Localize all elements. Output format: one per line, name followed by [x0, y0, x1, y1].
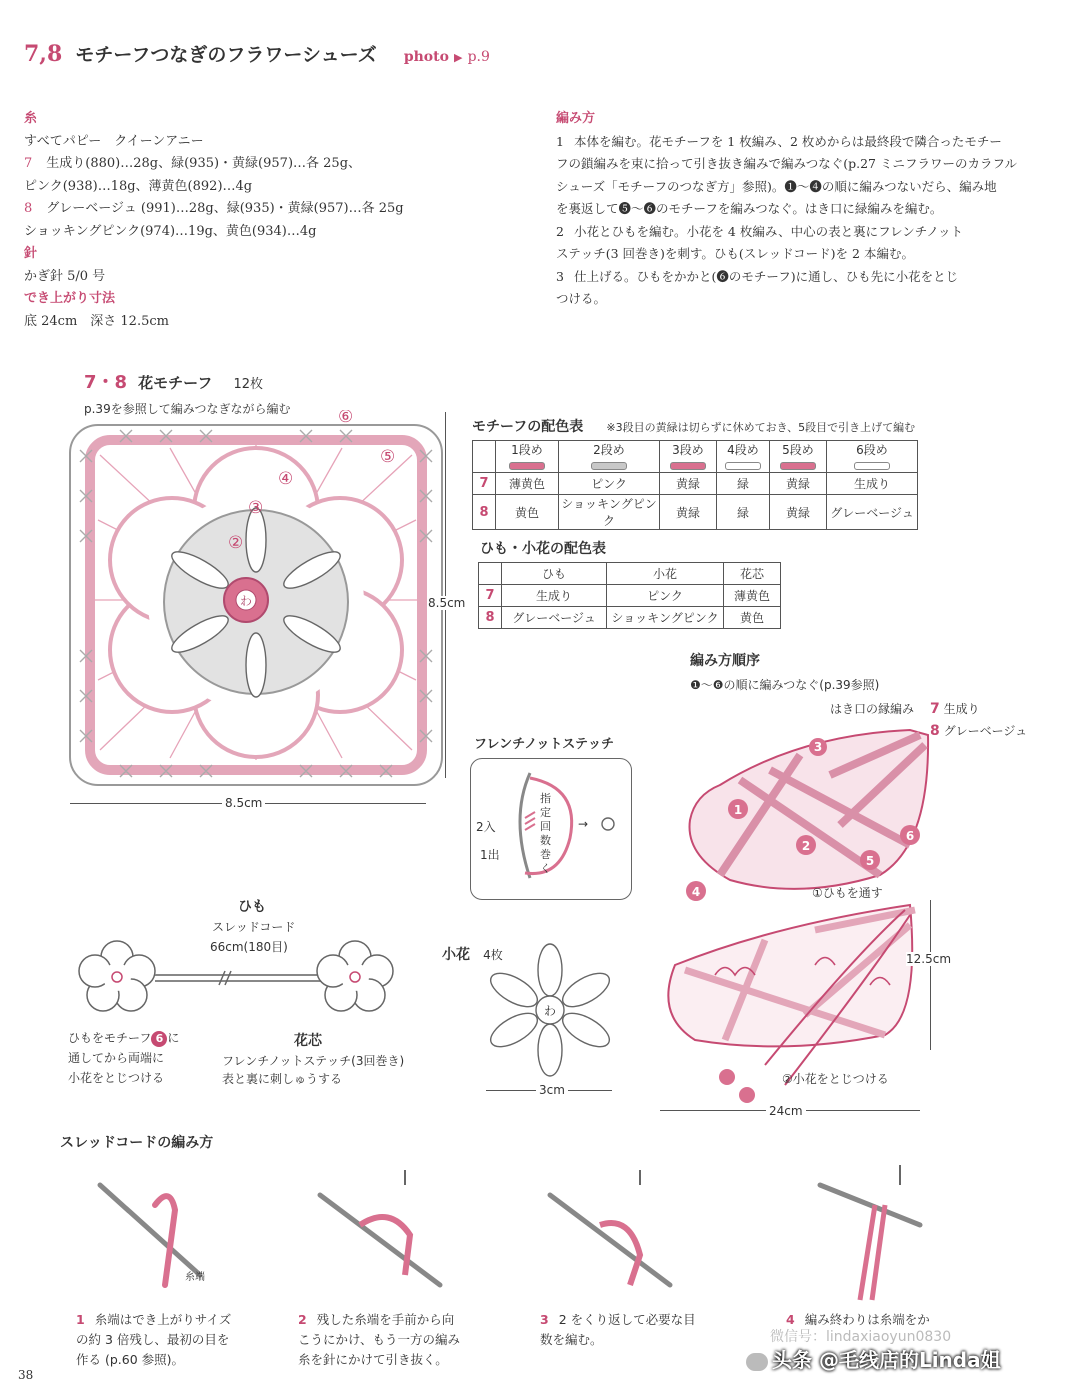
tc-step2-diagram [320, 1170, 440, 1285]
small-flower-size: 3cm [536, 1083, 568, 1097]
ct-h3: 3段め [660, 441, 717, 473]
order-num-4: 4 [691, 885, 701, 899]
yarn-row-8: 8 グレーベージュ (991)…28g、緑(935)・黄緑(957)…各 25g [24, 201, 404, 216]
hook-heading: 針 [24, 246, 38, 261]
flower-attach-label: ②小花をとじつける [782, 1072, 889, 1086]
order-edge-label: はき口の縁編み [830, 702, 915, 716]
yarn-row-7: 7 生成り(880)…28g、緑(935)・黄緑(957)…各 25g、 [24, 156, 362, 171]
photo-page: p.9 [467, 49, 490, 65]
wechat-icon [746, 1353, 768, 1371]
small-flower-title: 小花 4枚 [442, 947, 503, 963]
method-step-2: 2 小花とひもを編む。小花を 4 枚編み、中心の表と裏にフレンチノット ステッチ(3 回巻き)を刺す。ひも(スレッドコード)を 2 本編む。 [556, 223, 964, 261]
round-label-5: ⑤ [380, 447, 396, 467]
small-flower-center: わ [543, 1004, 557, 1018]
thread-cord-diagrams [60, 1165, 1060, 1305]
depth-label: 12.5cm [906, 952, 952, 966]
french-knot-out: 1出 [480, 848, 500, 862]
method-block [556, 108, 1066, 311]
cord-length: 66cm(180目) [210, 940, 288, 954]
ct-h2: 2段め [559, 441, 660, 473]
ct-h6: 6段め [827, 441, 918, 473]
round-label-6: ⑥ [338, 410, 354, 427]
order-edge-7: 7 生成り [930, 701, 980, 717]
page-number: 38 [18, 1368, 34, 1382]
ct-row-7: 7 薄黄色 ピンク 黄緑 緑 黄緑 生成り [473, 473, 918, 495]
french-knot-wraps: 指定回数巻く [540, 792, 551, 875]
color-table-title: モチーフの配色表 ※3段目の黄緑は切らずに休めておき、5段目で引き上げて編む [472, 419, 916, 435]
tc-step-1: 1 糸端はでき上がりサイズ の約 3 倍残し、最初の目を 作る (p.60 参照)。 [76, 1312, 232, 1367]
method-step-1: 1 本体を編む。花モチーフを 1 枚編み、2 枚めからは最終段で隣合ったモチー フの鎖編みを束に拾って引き抜き編みで編みつなぐ(p.27 ミニフラワーのカラフル シューズ「モチーフのつなぎ方」参照)。❶〜❹の順に編みつないだら、編み地 を裏返して❺〜❻のモチーフを編みつなぐ。はき口に緑編みを編む。 [556, 133, 1017, 216]
svg-text:→: → [578, 817, 589, 831]
small-flower-diagram [480, 938, 620, 1078]
ct-h1: 1段め [496, 441, 559, 473]
yarn-brand: すべてパピー クイーンアニー [24, 133, 204, 149]
motif-width: 8.5cm [222, 796, 265, 810]
pattern-title: モチーフつなぎのフラワーシューズ [75, 44, 377, 66]
cord-note: ひもをモチーフ 6 に 通してから両端に 小花をとじつける [68, 1031, 180, 1085]
motif-note: p.39を参照して編みつなぎながら編む [84, 402, 291, 416]
flower-center-title: 花芯 [294, 1033, 322, 1049]
french-knot-title: フレンチノットステッチ [474, 737, 614, 752]
thread-cord-title: スレッドコードの編み方 [60, 1135, 214, 1151]
yarn-heading: 糸 [24, 111, 38, 126]
tail-label: 糸端 [185, 1272, 205, 1283]
motif-title: 7・8 花モチーフ 12枚 [84, 372, 264, 393]
watermark: 头条 @毛线店的Linda姐 [746, 1344, 1001, 1373]
cord-table-title: ひも・小花の配色表 [480, 541, 606, 557]
cord-title: ひも [238, 899, 266, 915]
cord-pass-label: ①ひもを通す [812, 886, 883, 900]
order-num-5: 5 [865, 854, 875, 868]
motif-diagram [60, 410, 470, 820]
hook-size: かぎ針 5/0 号 [24, 268, 106, 284]
cord-row-7: 7 生成り ピンク 薄黄色 [479, 585, 781, 607]
cord-diagram [75, 935, 405, 1015]
tc-step-2: 2 残した糸端を手前から向 こうにかけ、もう一方の編み 糸を針にかけて引き抜く。 [298, 1312, 461, 1367]
size-heading: でき上がり寸法 [24, 291, 116, 306]
color-table [472, 440, 918, 530]
tc-step3-diagram [550, 1170, 670, 1285]
round-label-2: ② [228, 533, 244, 553]
cord-sub: スレッドコード [212, 920, 296, 934]
tc-step4-diagram [820, 1165, 920, 1300]
tc-step-3: 3 2 をくり返して必要な目 数を編む。 [540, 1312, 696, 1347]
photo-label: photo [403, 49, 449, 65]
flower-center-note: フレンチノットステッチ(3回巻き) 表と裏に刺しゅうする [222, 1054, 405, 1086]
motif-height: 8.5cm [428, 596, 466, 610]
order-num-1: 1 [733, 803, 743, 817]
yarn-row-7-cont: ピンク(938)…18g、薄黄色(892)…4g [24, 178, 253, 194]
order-edge-8: 8 グレーベージュ [930, 723, 1028, 739]
materials-block [24, 108, 504, 333]
depth-line [930, 900, 931, 1050]
method-heading: 編み方 [556, 111, 596, 126]
order-note: ❶〜❻の順に編みつなぐ(p.39参照) [690, 678, 880, 692]
round-label-3: ③ [248, 498, 264, 518]
shoe-order-diagram [680, 725, 940, 910]
arrow-right-icon: ▶ [454, 51, 463, 64]
motif-height-line [445, 412, 446, 778]
motif-center-label: わ [239, 594, 253, 608]
pattern-number: 7,8 [24, 41, 63, 67]
order-title: 編み方順序 [690, 653, 760, 669]
ct-h5: 5段め [770, 441, 827, 473]
ct-h4: 4段め [717, 441, 770, 473]
finished-size: 底 24cm 深さ 12.5cm [24, 313, 169, 329]
length-label: 24cm [766, 1104, 806, 1118]
order-num-2: 2 [801, 839, 811, 853]
ct-row-8: 8 黄色 ショッキングピンク 黄緑 緑 黄緑 グレーベージュ [473, 495, 918, 530]
page-header [24, 40, 490, 67]
french-knot-in: 2入 [476, 820, 496, 834]
cord-table: ひも 小花 花芯 7 生成り ピンク 薄黄色 8 グレーベージュ ショッキングピンク 黄色 [478, 562, 781, 629]
cord-row-8: 8 グレーベージュ ショッキングピンク 黄色 [479, 607, 781, 629]
round-label-4: ④ [278, 469, 294, 489]
order-num-6: 6 [905, 829, 915, 843]
order-num-3: 3 [813, 740, 823, 754]
color-table-note: ※3段目の黄緑は切らずに休めておき、5段目で引き上げて編む [606, 421, 916, 434]
tc-step-4: 4 編み終わりは糸端をか [786, 1312, 930, 1327]
watermark-wechat: 微信号：lindaxiaoyun0830 [770, 1329, 952, 1345]
yarn-row-8-cont: ショッキングピンク(974)…19g、黄色(934)…4g [24, 223, 317, 239]
method-step-3: 3 仕上げる。ひもをかかと(❻のモチーフ)に通し、ひも先に小花をとじ つける。 [556, 268, 959, 306]
